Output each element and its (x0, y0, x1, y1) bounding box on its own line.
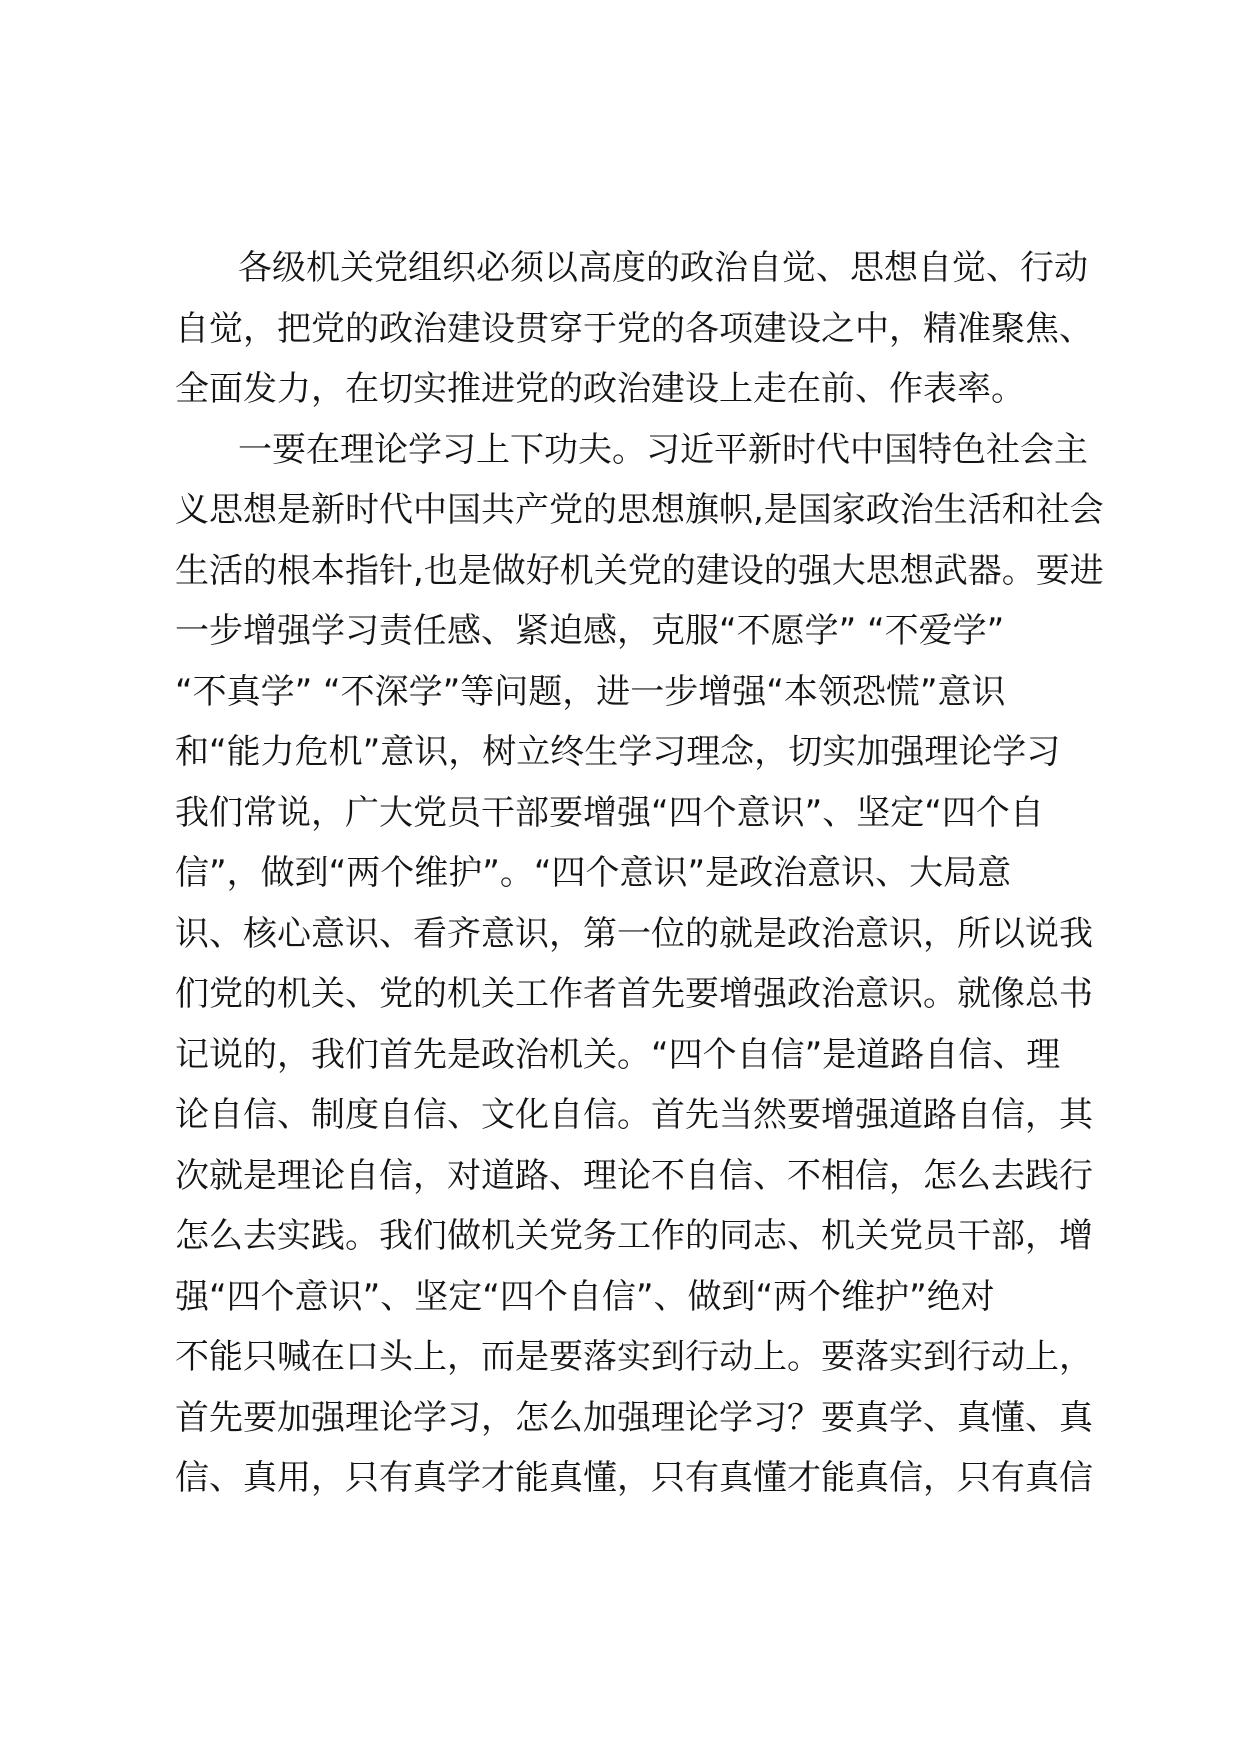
paragraph-line: 一步增强学习责任感、紧迫感，克服“不愿学” “不爱学” (175, 611, 1005, 651)
paragraph-line: 怎么去实践。我们做机关党务工作的同志、机关党员干部，增 (175, 1216, 1093, 1256)
paragraph-line: 们党的机关、党的机关工作者首先要增强政治意识。就像总书 (175, 974, 1093, 1014)
paragraph-line: 我们常说，广大党员干部要增强“四个意识”、坚定“四个自 (175, 792, 1044, 833)
paragraph-2 (175, 420, 1104, 1509)
paragraph-1 (175, 238, 1095, 420)
paragraph-line: “不真学” “不深学”等问题，进一步增强“本领恐慌”意识 (175, 671, 1006, 712)
paragraph-line: 各级机关党组织必须以高度的政治自觉、思想自觉、行动 (238, 248, 1088, 288)
paragraph-line: 识、核心意识、看齐意识，第一位的就是政治意识，所以说我 (175, 913, 1093, 954)
paragraph-line: 生活的根本指针,也是做好机关党的建设的强大思想武器。要进 (175, 550, 1104, 591)
paragraph-line: 全面发力，在切实推进党的政治建设上走在前、作表率。 (175, 369, 1025, 409)
document-body (175, 238, 1104, 1509)
paragraph-line: 和“能力危机”意识，树立终生学习理念，切实加强理论学习 (175, 732, 1061, 772)
paragraph-line: 义思想是新时代中国共产党的思想旗帜,是国家政治生活和社会 (175, 490, 1104, 530)
paragraph-line: 信”，做到“两个维护”。“四个意识”是政治意识、大局意 (175, 853, 1012, 893)
paragraph-line: 信、真用，只有真学才能真懂，只有真懂才能真信，只有真信 (175, 1458, 1093, 1498)
paragraph-line: 强“四个意识”、坚定“四个自信”、做到“两个维护”绝对 (175, 1276, 995, 1317)
paragraph-line: 首先要加强理论学习，怎么加强理论学习？要真学、真懂、真 (175, 1397, 1093, 1438)
paragraph-line: 一要在理论学习上下功夫。习近平新时代中国特色社会主 (238, 429, 1088, 470)
paragraph-line: 论自信、制度自信、文化自信。首先当然要增强道路自信，其 (175, 1095, 1093, 1135)
paragraph-line: 记说的，我们首先是政治机关。“四个自信”是道路自信、理 (175, 1034, 1061, 1075)
paragraph-line: 不能只喊在口头上，而是要落实到行动上。要落实到行动上， (175, 1337, 1093, 1377)
paragraph-line: 次就是理论自信，对道路、理论不自信、不相信，怎么去践行 (175, 1155, 1093, 1196)
paragraph-line: 自觉，把党的政治建设贯穿于党的各项建设之中，精准聚焦、 (175, 308, 1093, 349)
